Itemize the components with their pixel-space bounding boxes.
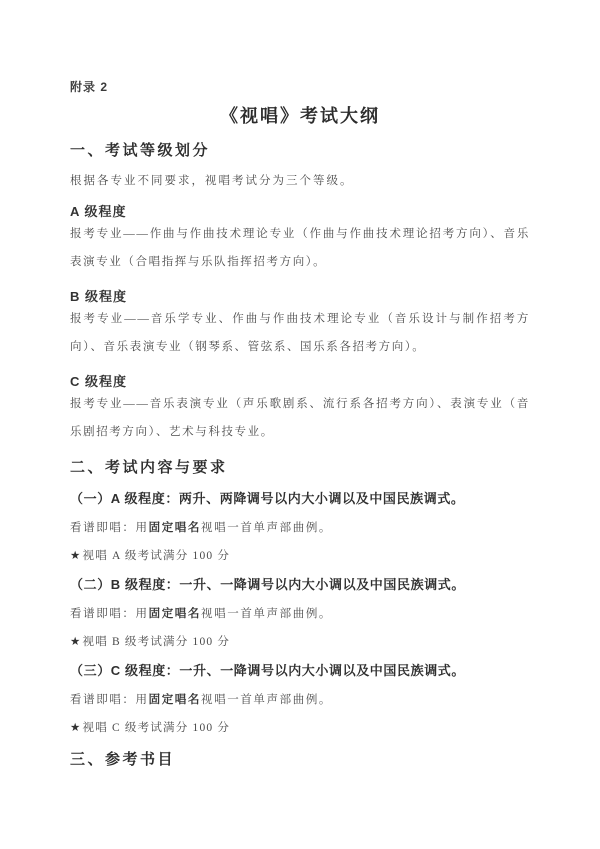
level-c-majors: 报考专业——音乐表演专业（声乐歌剧系、流行系各招考方向）、表演专业（音乐剧招考方向）、艺术与科技专业。 [70, 398, 530, 438]
content-item-b [70, 576, 530, 651]
instruction-bold-term: 固定唱名 [148, 522, 202, 534]
instruction-suffix: 视唱一首单声部曲例。 [201, 522, 333, 534]
content-item-a [70, 490, 530, 565]
level-a-name: A 级程度 [70, 204, 127, 219]
content-b-instruction [70, 605, 530, 623]
star-icon: ★ [70, 550, 82, 562]
level-block-b [70, 288, 530, 361]
level-b-majors: 报考专业——音乐学专业、作曲与作曲技术理论专业（音乐设计与制作招考方向）、音乐表演专业（钢琴系、管弦系、国乐系各招考方向）。 [70, 313, 530, 353]
section-heading-references: 三、参考书目 [70, 752, 176, 768]
instruction-prefix: 看谱即唱：用 [70, 522, 149, 534]
level-block-c [70, 373, 530, 446]
instruction-suffix: 视唱一首单声部曲例。 [201, 694, 333, 706]
section-intro: 根据各专业不同要求，视唱考试分为三个等级。 [70, 175, 354, 187]
instruction-prefix: 看谱即唱：用 [70, 608, 149, 620]
star-icon: ★ [70, 636, 82, 648]
doc-title: 《视唱》考试大纲 [220, 106, 380, 126]
section-heading-exam-levels: 一、考试等级划分 [70, 143, 211, 159]
content-a-score-note [70, 547, 530, 565]
score-text: 视唱 A 级考试满分 100 分 [82, 550, 231, 562]
instruction-prefix: 看谱即唱：用 [70, 694, 149, 706]
content-c-subheading: （三）C 级程度：一升、一降调号以内大小调以及中国民族调式。 [70, 663, 466, 678]
content-item-c [70, 662, 530, 737]
score-text: 视唱 C 级考试满分 100 分 [82, 722, 231, 734]
content-a-instruction [70, 519, 530, 537]
instruction-bold-term: 固定唱名 [148, 608, 202, 620]
content-a-subheading: （一）A 级程度：两升、两降调号以内大小调以及中国民族调式。 [70, 491, 465, 506]
instruction-bold-term: 固定唱名 [148, 694, 202, 706]
instruction-suffix: 视唱一首单声部曲例。 [201, 608, 333, 620]
score-text: 视唱 B 级考试满分 100 分 [82, 636, 231, 648]
level-b-name: B 级程度 [70, 289, 128, 304]
level-block-a [70, 203, 530, 276]
content-c-instruction [70, 691, 530, 709]
appendix-label: 附录 2 [70, 80, 109, 94]
content-b-score-note [70, 633, 530, 651]
level-a-majors: 报考专业——作曲与作曲技术理论专业（作曲与作曲技术理论招考方向）、音乐表演专业（合唱指挥与乐队指挥招考方向）。 [70, 228, 530, 268]
star-icon: ★ [70, 722, 82, 734]
section-heading-exam-content: 二、考试内容与要求 [70, 460, 228, 476]
level-c-name: C 级程度 [70, 374, 128, 389]
content-c-score-note [70, 719, 530, 737]
content-b-subheading: （二）B 级程度：一升、一降调号以内大小调以及中国民族调式。 [70, 577, 466, 592]
